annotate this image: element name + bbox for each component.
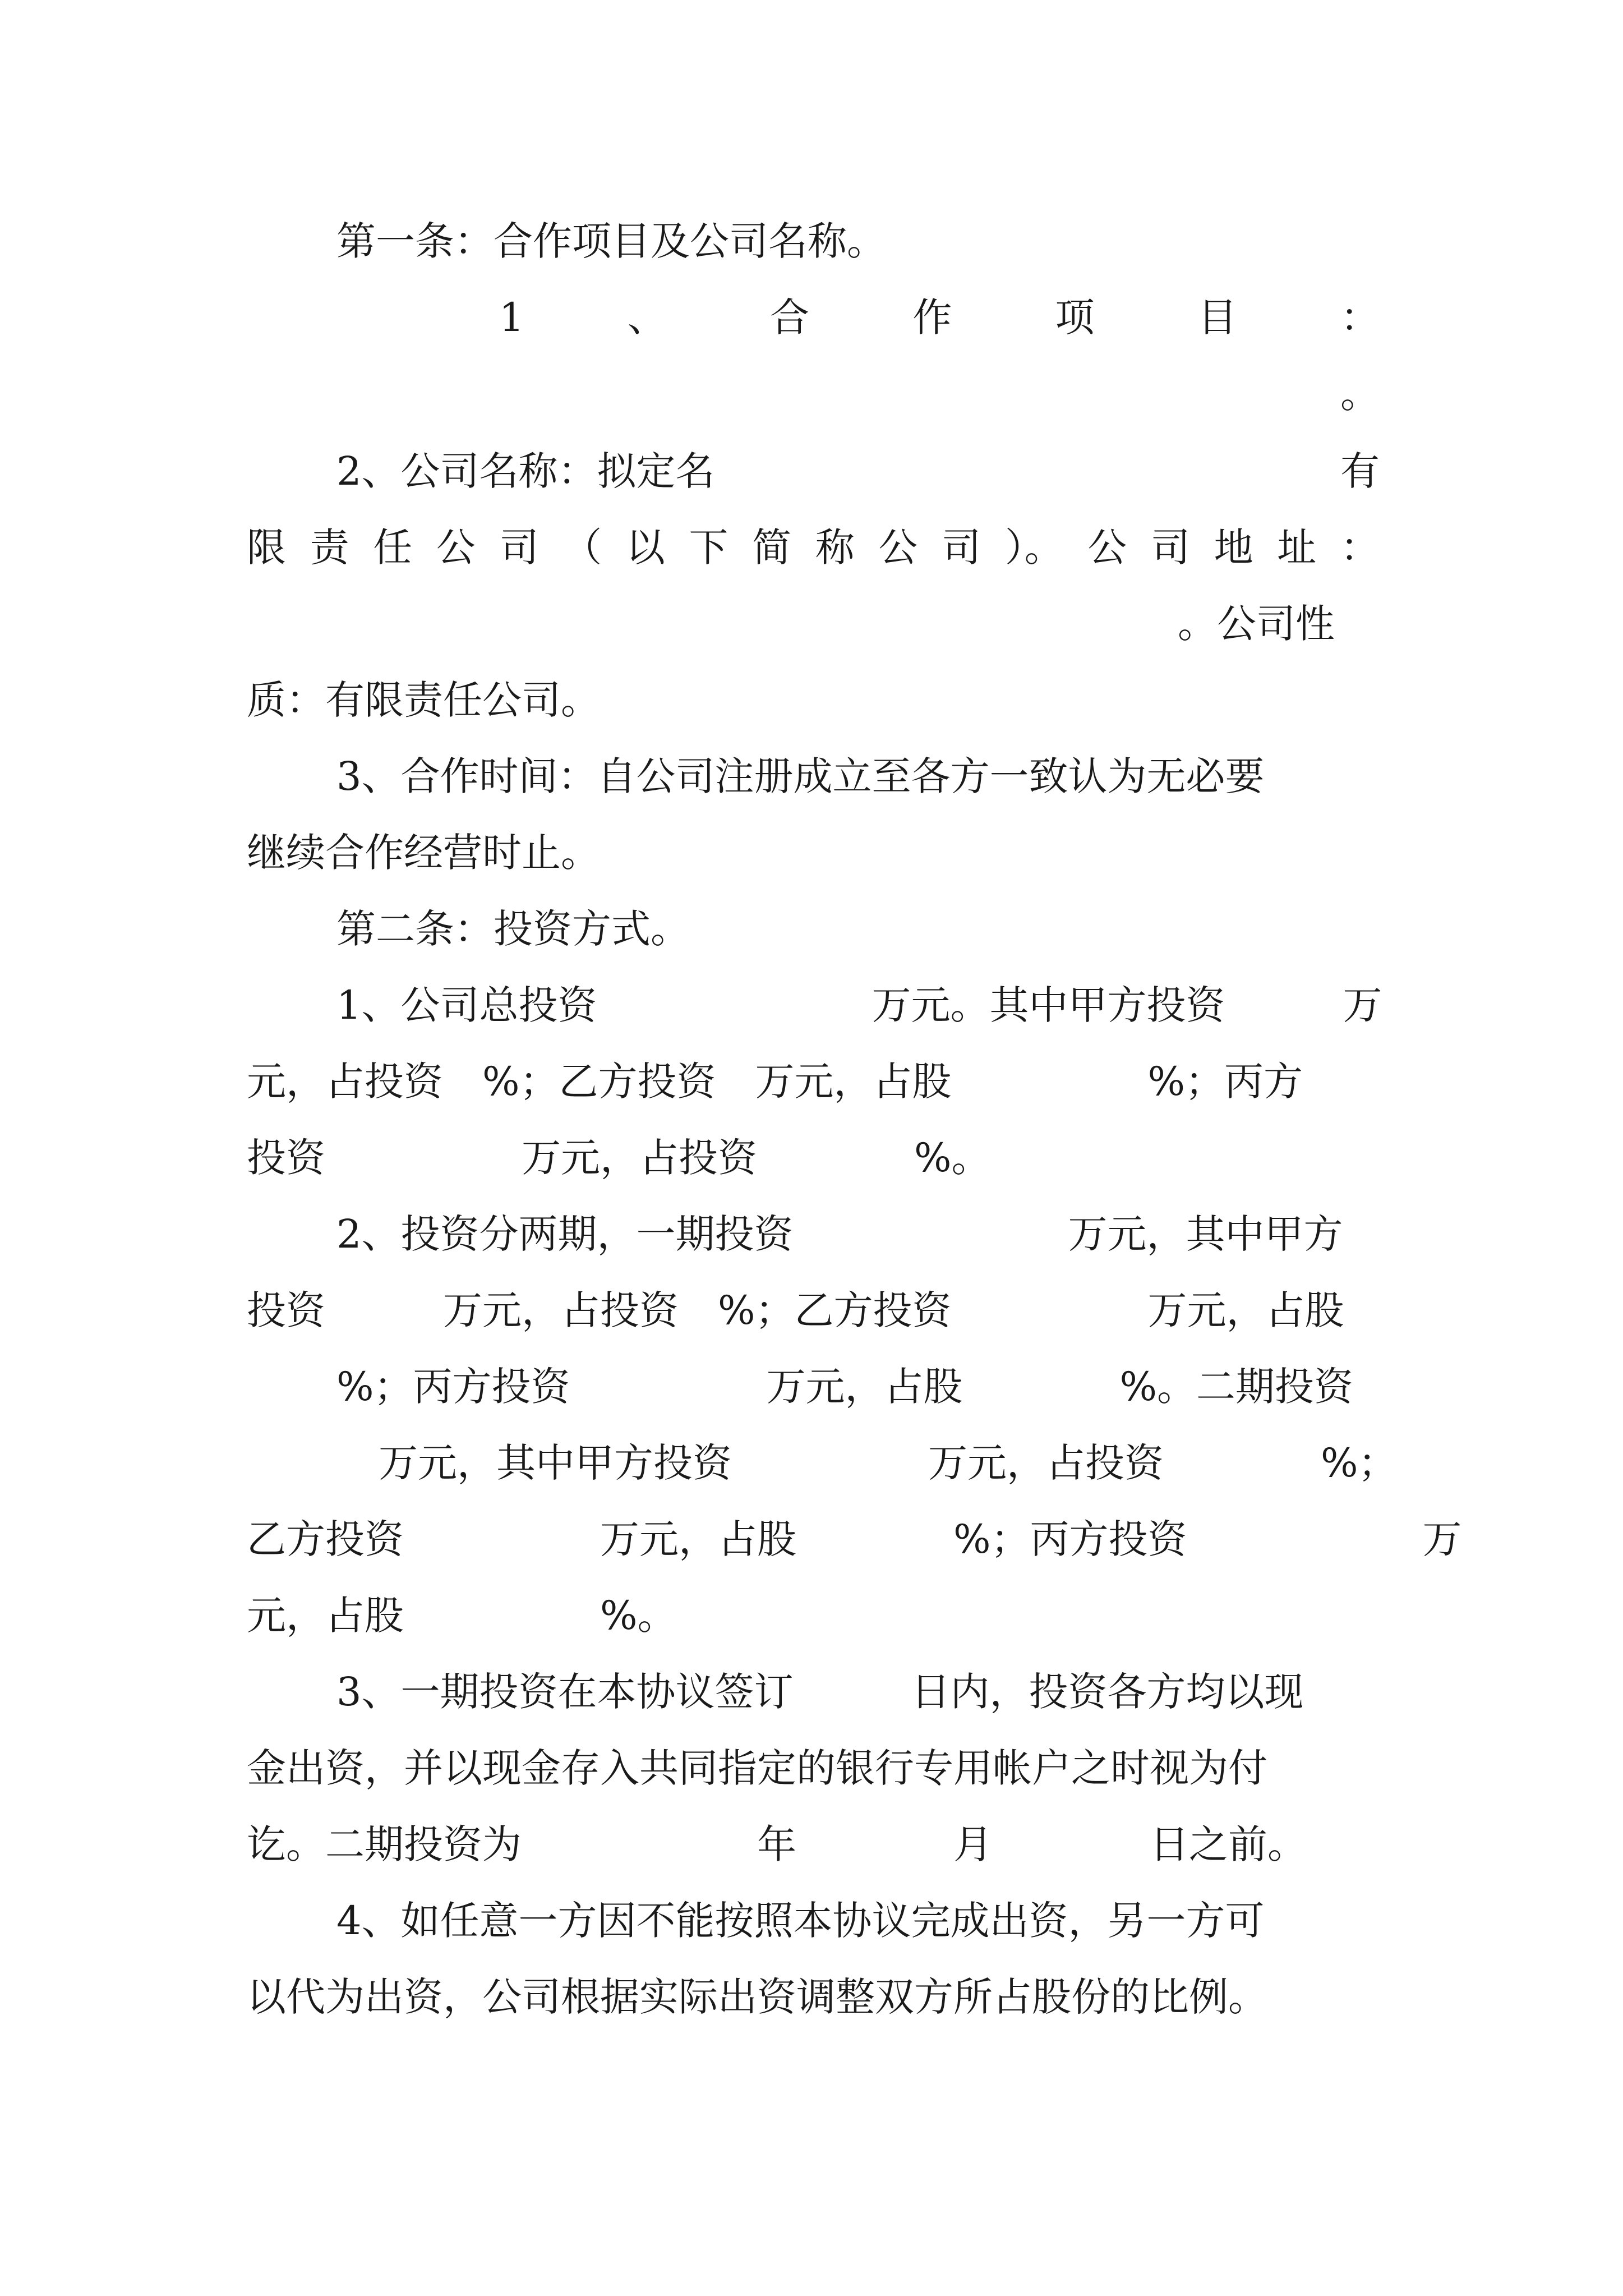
paragraph-line: 2、投资分两期，一期投资 万元，其中甲方: [336, 1211, 1343, 1257]
company-address-char: 限: [247, 524, 286, 570]
company-address-char: 责: [310, 524, 349, 570]
company-address-char: 公: [878, 524, 918, 570]
company-address-char: （: [562, 524, 602, 570]
company-address-char: 称: [815, 524, 855, 570]
company-address-char: ：: [1340, 524, 1380, 570]
paragraph-line: %；丙方投资 万元，占股 %。二期投资: [336, 1364, 1354, 1410]
paragraph-line: 元，占股 %。: [247, 1593, 677, 1639]
paragraph-line: 投资 万元，占投资 %。: [247, 1135, 991, 1181]
cooperation-project-char: 合: [770, 295, 810, 341]
company-address-char: 地: [1214, 524, 1253, 570]
paragraph-line: 金出资，并以现金存入共同指定的银行专用帐户之时视为付: [247, 1745, 1267, 1791]
article-1-heading: 第一条：合作项目及公司名称。: [336, 218, 886, 264]
paragraph-line: 2、公司名称：拟定名: [336, 448, 715, 494]
company-address-char: 简: [752, 524, 792, 570]
company-address-char: 司: [1150, 524, 1190, 570]
paragraph-line: 3、合作时间：自公司注册成立至各方一致认为无必要: [336, 753, 1265, 799]
cooperation-project-char: 、: [627, 295, 667, 341]
paragraph-line: 继续合作经营时止。: [247, 830, 600, 876]
paragraph-line: 万元，其中甲方投资 万元，占投资 %；: [379, 1440, 1398, 1486]
cooperation-project-char: 项: [1055, 295, 1095, 341]
cooperation-project-char: 目: [1197, 295, 1237, 341]
cooperation-project-line: [336, 289, 1380, 346]
cooperation-project-char: ：: [1340, 295, 1380, 341]
paragraph-line: 4、如任意一方因不能按照本协议完成出资，另一方可: [336, 1898, 1265, 1944]
company-address-char: 下: [689, 524, 728, 570]
paragraph-line: 。: [1340, 371, 1380, 417]
paragraph-line: 1、公司总投资 万元。其中甲方投资 万: [336, 982, 1382, 1028]
company-address-char: 以: [625, 524, 665, 570]
paragraph-line: 讫。二期投资为 年 月 日之前。: [247, 1821, 1307, 1867]
company-address-char: 公: [1087, 524, 1127, 570]
paragraph-line: 以代为出资，公司根据实际出资调整双方所占股份的比例。: [247, 1974, 1267, 2020]
paragraph-line: 元，占投资 %；乙方投资 万元，占股 %；丙方: [247, 1059, 1303, 1105]
company-address-char: 司: [942, 524, 981, 570]
company-address-char: ）。: [1004, 524, 1064, 570]
paragraph-line: 乙方投资 万元，占股 %；丙方投资 万: [247, 1516, 1462, 1562]
cooperation-project-char: 作: [912, 295, 952, 341]
paragraph-line: 。公司性: [1178, 601, 1335, 647]
company-address-line: [247, 519, 1380, 576]
company-address-char: 址: [1277, 524, 1317, 570]
company-address-char: 任: [373, 524, 413, 570]
paragraph-line: 3、一期投资在本协议签订 日内，投资各方均以现: [336, 1669, 1304, 1715]
paragraph-line: 质：有限责任公司。: [247, 677, 600, 723]
article-2-heading: 第二条：投资方式。: [336, 906, 690, 952]
paragraph-line: 有: [1340, 448, 1380, 494]
cooperation-project-char: 1: [499, 295, 524, 341]
paragraph-line: 投资 万元，占投资 %；乙方投资 万元，占股: [247, 1287, 1344, 1333]
company-address-char: 公: [436, 524, 476, 570]
company-address-char: 司: [499, 524, 539, 570]
